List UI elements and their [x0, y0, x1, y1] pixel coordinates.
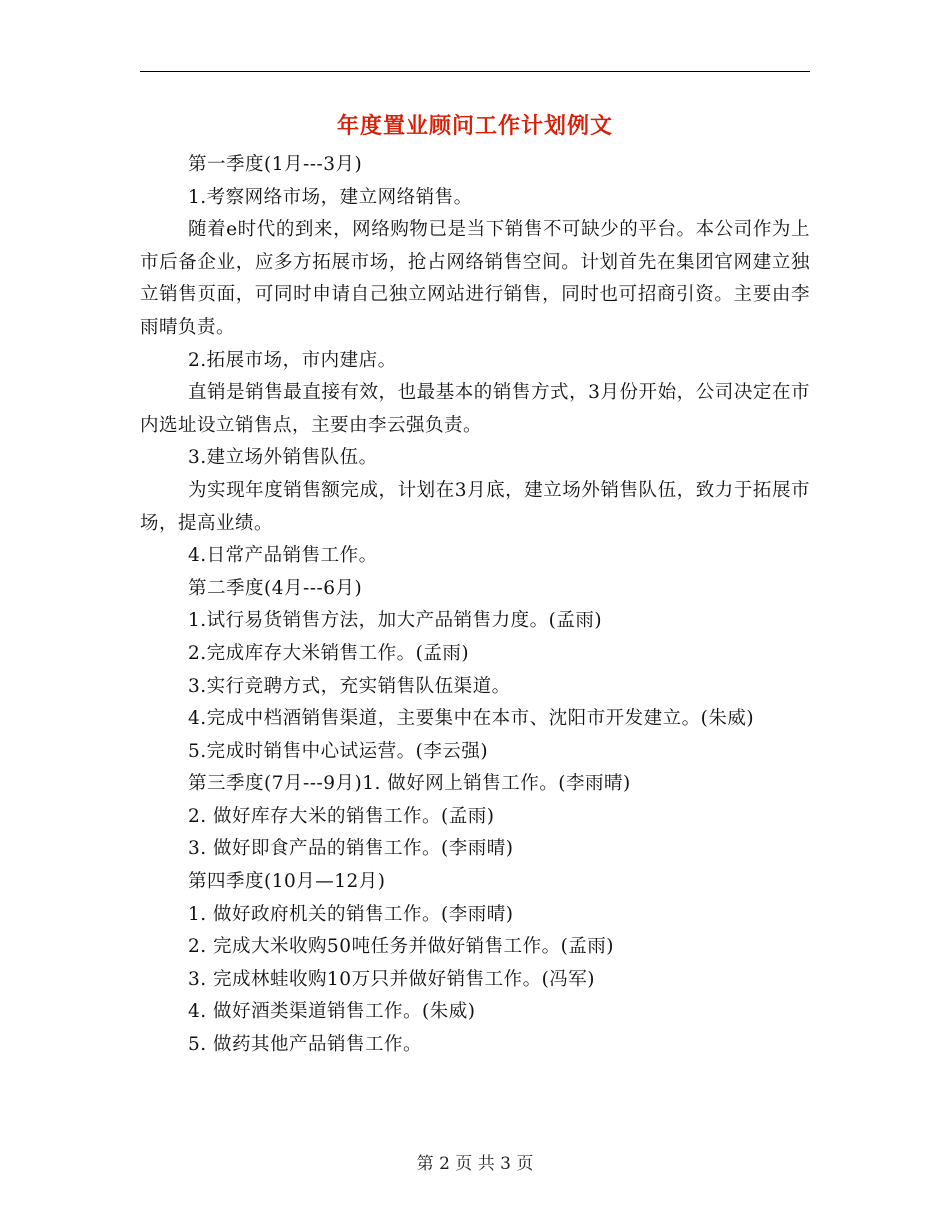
- q1-item-1-detail: 随着e时代的到来，网络购物已是当下销售不可缺少的平台。本公司作为上市后备企业，应多方拓展市场，抢占网络销售空间。计划首先在集团官网建立独立销售页面，可同时申请自己独立网站进行销售，同时也可招商引资。主要由李雨晴负责。: [140, 219, 810, 338]
- q1-item-2-detail: 直销是销售最直接有效，也最基本的销售方式，3月份开始，公司决定在市内选址设立销售点，主要由李云强负责。: [140, 382, 810, 436]
- quarter-3-heading: 第三季度(7月---9月)1. 做好网上销售工作。(李雨晴): [188, 773, 631, 795]
- q3-item-3: 3. 做好即食产品的销售工作。(李雨晴): [188, 838, 514, 860]
- quarter-4-heading: 第四季度(10月—12月): [188, 871, 386, 893]
- quarter-1-heading: 第一季度(1月---3月): [188, 154, 363, 175]
- q1-item-3-detail: 为实现年度销售额完成，计划在3月底，建立场外销售队伍，致力于拓展市场，提高业绩。: [140, 479, 810, 534]
- q3-item-2: 2. 做好库存大米的销售工作。(孟雨): [188, 805, 495, 827]
- page-footer: 第 2 页 共 3 页: [416, 1154, 534, 1174]
- q1-item-4: 4.日常产品销售工作。: [188, 545, 378, 567]
- q1-item-1: 1.考察网络市场，建立网络销售。: [188, 186, 473, 208]
- q2-item-5: 5.完成时销售中心试运营。(李云强): [188, 740, 489, 762]
- quarter-2-heading: 第二季度(4月---6月): [188, 577, 363, 599]
- q4-item-2: 2. 完成大米收购50吨任务并做好销售工作。(孟雨): [188, 936, 615, 958]
- q4-item-3: 3. 完成林蛙收购10万只并做好销售工作。(冯军): [188, 968, 596, 990]
- header-rule: [140, 71, 810, 72]
- q2-item-3: 3.实行竞聘方式，充实销售队伍渠道。: [188, 675, 511, 697]
- document-body: [140, 149, 810, 1062]
- q2-item-1: 1.试行易货销售方法，加大产品销售力度。(孟雨): [188, 610, 603, 632]
- q4-item-5: 5. 做药其他产品销售工作。: [188, 1034, 423, 1056]
- q1-item-3: 3.建立场外销售队伍。: [188, 447, 378, 469]
- q2-item-4: 4.完成中档酒销售渠道，主要集中在本市、沈阳市开发建立。(朱威): [188, 708, 755, 730]
- q1-item-2: 2.拓展市场，市内建店。: [188, 349, 397, 371]
- q4-item-4: 4. 做好酒类渠道销售工作。(朱威): [188, 1001, 476, 1023]
- document-title: 年度置业顾问工作计划例文: [336, 113, 613, 139]
- q2-item-2: 2.完成库存大米销售工作。(孟雨): [188, 642, 470, 664]
- q4-item-1: 1. 做好政府机关的销售工作。(李雨晴): [188, 903, 514, 925]
